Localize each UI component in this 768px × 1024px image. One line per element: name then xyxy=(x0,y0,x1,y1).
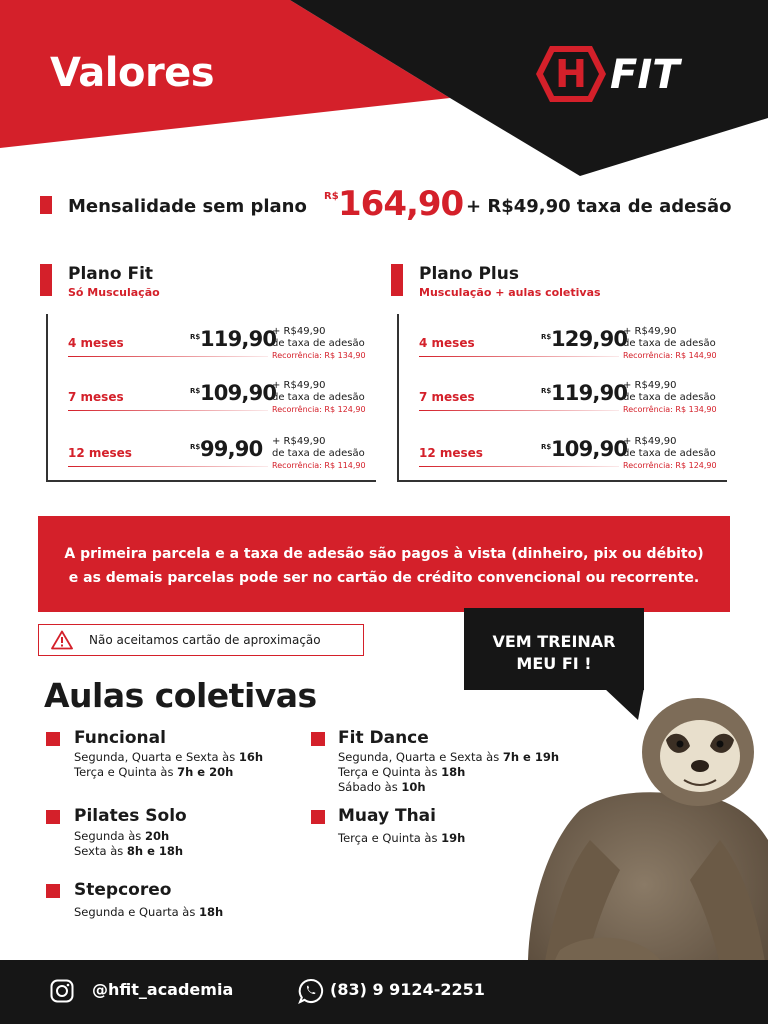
class-schedule: Sexta às 8h e 18h xyxy=(74,844,184,858)
row-divider xyxy=(419,410,619,411)
mensalidade-price: 164,90 xyxy=(338,184,464,224)
fee-label: de taxa de adesão xyxy=(272,338,365,349)
price-row xyxy=(48,326,378,380)
mensalidade-currency: R$ xyxy=(324,191,339,202)
class-name: Pilates Solo xyxy=(74,806,187,826)
banner-line: A primeira parcela e a taxa de adesão são pagos à vista (dinheiro, pix ou débito) xyxy=(64,546,704,562)
price-row xyxy=(399,436,729,490)
recurrence-price: Recorrência: R$ 134,90 xyxy=(623,405,717,414)
recurrence-price: Recorrência: R$ 124,90 xyxy=(272,405,366,414)
row-divider xyxy=(419,466,619,467)
class-schedule: Terça e Quinta às 7h e 20h xyxy=(74,765,234,779)
bullet-square xyxy=(46,810,60,824)
logo-letter: H xyxy=(555,52,587,96)
bullet-square xyxy=(391,264,403,296)
class-schedule: Segunda, Quarta e Sexta às 7h e 19h xyxy=(338,750,560,764)
fee-label: de taxa de adesão xyxy=(272,448,365,459)
currency: R$ xyxy=(541,387,552,395)
instagram-icon xyxy=(50,979,74,1003)
warning-triangle-icon xyxy=(51,630,73,650)
bullet-square xyxy=(311,810,325,824)
phone-number[interactable]: (83) 9 9124-2251 xyxy=(330,980,485,999)
plan-subtitle: Só Musculação xyxy=(68,286,160,299)
plan-plus-table xyxy=(397,314,727,482)
class-name: Funcional xyxy=(74,728,166,748)
payment-info-banner xyxy=(38,516,730,612)
price-row xyxy=(399,380,729,434)
class-schedule: Segunda, Quarta e Sexta às 16h xyxy=(74,750,264,764)
recurrence-price: Recorrência: R$ 134,90 xyxy=(272,351,366,360)
plan-title: Plano Plus xyxy=(419,264,519,284)
currency: R$ xyxy=(190,333,201,341)
plan-subtitle: Musculação + aulas coletivas xyxy=(419,286,601,299)
footer xyxy=(0,960,768,1024)
instagram-handle[interactable]: @hfit_academia xyxy=(92,980,234,999)
bubble-line: MEU FI ! xyxy=(516,654,592,673)
fee-label: de taxa de adesão xyxy=(623,338,716,349)
price: 119,90 xyxy=(551,381,628,405)
fee-label: de taxa de adesão xyxy=(623,392,716,403)
speech-bubble-text xyxy=(464,608,644,690)
recurrence-price: Recorrência: R$ 144,90 xyxy=(623,351,717,360)
currency: R$ xyxy=(190,387,201,395)
duration: 7 meses xyxy=(419,390,475,404)
class-schedule: Sábado às 10h xyxy=(338,780,426,794)
recurrence-price: Recorrência: R$ 124,90 xyxy=(623,461,717,470)
fee-amount: + R$49,90 xyxy=(272,326,326,337)
aulas-title: Aulas coletivas xyxy=(44,676,317,715)
class-schedule: Segunda e Quarta às 18h xyxy=(74,905,224,919)
bullet-square xyxy=(40,264,52,296)
price: 119,90 xyxy=(200,327,277,351)
price-row xyxy=(399,326,729,380)
row-divider xyxy=(68,410,268,411)
fee-label: de taxa de adesão xyxy=(272,392,365,403)
mensalidade-extra: + R$49,90 taxa de adesão xyxy=(466,196,732,217)
contactless-warning xyxy=(38,624,364,656)
class-name: Muay Thai xyxy=(338,806,436,826)
row-divider xyxy=(68,466,268,467)
class-name: Stepcoreo xyxy=(74,880,172,900)
price: 109,90 xyxy=(200,381,277,405)
price: 109,90 xyxy=(551,437,628,461)
price-row xyxy=(48,380,378,434)
bubble-line: VEM TREINAR xyxy=(492,632,616,651)
fee-amount: + R$49,90 xyxy=(272,436,326,447)
bullet-square xyxy=(46,732,60,746)
plan-fit-table xyxy=(46,314,376,482)
duration: 12 meses xyxy=(419,446,483,460)
row-divider xyxy=(419,356,619,357)
class-schedule: Segunda às 20h xyxy=(74,829,170,843)
fee-amount: + R$49,90 xyxy=(623,436,677,447)
duration: 4 meses xyxy=(68,336,124,350)
recurrence-price: Recorrência: R$ 114,90 xyxy=(272,461,366,470)
fee-label: de taxa de adesão xyxy=(623,448,716,459)
class-schedule: Terça e Quinta às 19h xyxy=(338,831,466,845)
price: 129,90 xyxy=(551,327,628,351)
warning-text: Não aceitamos cartão de aproximação xyxy=(89,633,321,647)
duration: 12 meses xyxy=(68,446,132,460)
duration: 4 meses xyxy=(419,336,475,350)
class-name: Fit Dance xyxy=(338,728,429,748)
currency: R$ xyxy=(541,443,552,451)
whatsapp-icon xyxy=(298,978,324,1004)
row-divider xyxy=(68,356,268,357)
currency: R$ xyxy=(190,443,201,451)
bullet-square xyxy=(311,732,325,746)
fee-amount: + R$49,90 xyxy=(623,326,677,337)
currency: R$ xyxy=(541,333,552,341)
logo-text: FIT xyxy=(610,52,680,98)
price-row xyxy=(48,436,378,490)
plan-title: Plano Fit xyxy=(68,264,154,284)
mensalidade-label: Mensalidade sem plano xyxy=(68,196,307,217)
fee-amount: + R$49,90 xyxy=(623,380,677,391)
bullet-square xyxy=(46,884,60,898)
price: 99,90 xyxy=(200,437,263,461)
page-title: Valores xyxy=(50,50,215,96)
banner-line: e as demais parcelas pode ser no cartão de crédito convencional ou recorrente. xyxy=(68,570,700,586)
fee-amount: + R$49,90 xyxy=(272,380,326,391)
duration: 7 meses xyxy=(68,390,124,404)
class-schedule: Terça e Quinta às 18h xyxy=(338,765,466,779)
bullet-square xyxy=(40,196,52,214)
